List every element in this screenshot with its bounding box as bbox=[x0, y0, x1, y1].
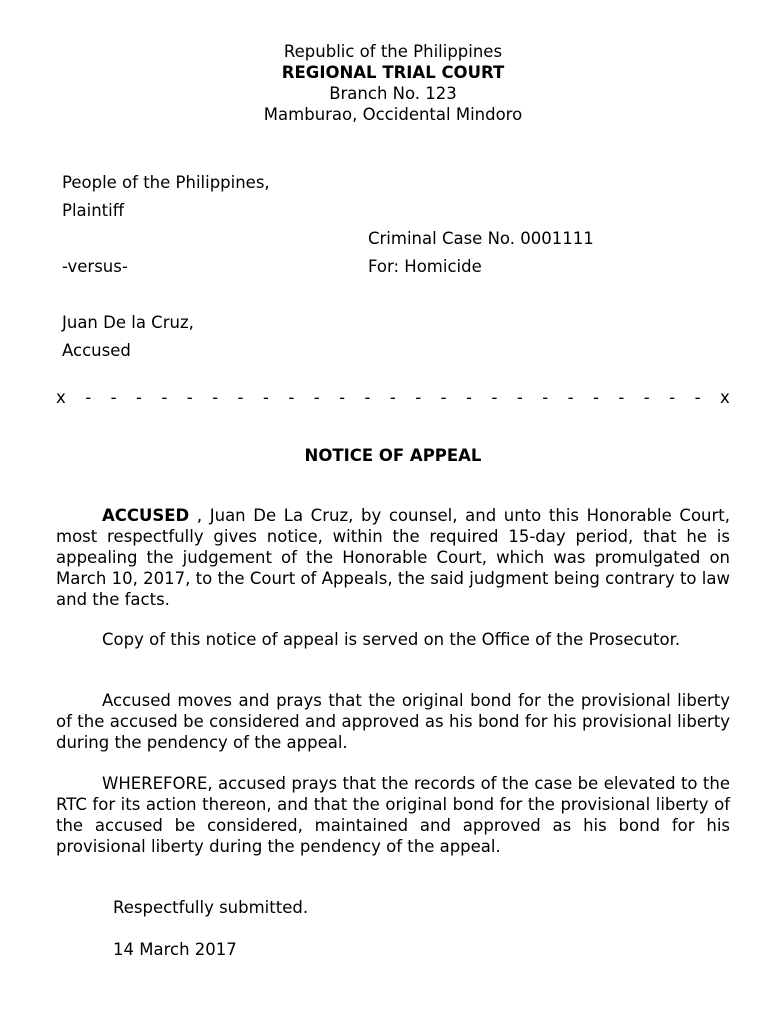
closing-submitted: Respectfully submitted. bbox=[113, 898, 309, 917]
paragraph-accused bbox=[56, 505, 730, 610]
divider-dash: - bbox=[85, 388, 92, 407]
divider-end-mark: x bbox=[719, 388, 730, 407]
paragraph-wherefore-text: WHEREFORE, accused prays that the records of the case be elevated to the RTC for its action thereon, and that the original bond for the provisional liberty of the accused be considered, maintained and approved as his bond for his provisional liberty during the pendency of the appeal. bbox=[56, 774, 730, 856]
divider-dash: - bbox=[593, 388, 599, 407]
case-number: Criminal Case No. 0001111 bbox=[368, 229, 594, 248]
header-branch: Branch No. 123 bbox=[329, 84, 457, 103]
divider-dash: - bbox=[466, 388, 473, 407]
paragraph-bond bbox=[56, 690, 730, 753]
accused-role: Accused bbox=[62, 341, 131, 360]
accused-name: Juan De la Cruz, bbox=[62, 313, 194, 332]
divider-dash: - bbox=[694, 388, 701, 407]
divider-dash: - bbox=[288, 388, 295, 407]
caption-divider bbox=[56, 388, 730, 407]
divider-dash: - bbox=[135, 388, 142, 407]
divider-dash: - bbox=[364, 388, 371, 407]
divider-dash: - bbox=[669, 388, 676, 407]
divider-dash: - bbox=[415, 388, 422, 407]
divider-dash: - bbox=[237, 388, 244, 407]
closing-date: 14 March 2017 bbox=[113, 940, 237, 959]
divider-dash: - bbox=[542, 388, 549, 407]
versus-label: -versus- bbox=[62, 257, 128, 276]
accused-lead: ACCUSED bbox=[102, 506, 190, 525]
header-republic: Republic of the Philippines bbox=[283, 42, 503, 61]
divider-dash: - bbox=[567, 388, 574, 407]
divider-dash: - bbox=[618, 388, 625, 407]
divider-dash: - bbox=[516, 388, 523, 407]
divider-dash: - bbox=[186, 388, 193, 407]
document-title: NOTICE OF APPEAL bbox=[304, 446, 482, 465]
divider-dash: - bbox=[339, 388, 346, 407]
divider-start-mark: x bbox=[56, 388, 66, 407]
paragraph-accused-text: , Juan De La Cruz, by counsel, and unto this Honorable Court, most respectfully gives notice, within the required 15-day period, that he is appealing the judgement of the Honorable Court, which was promulgated on March 10, 2017, to the Court of Appeals, the said judgment being contrary to law and the facts. bbox=[56, 506, 730, 609]
divider-dash: - bbox=[161, 388, 168, 407]
divider-dash: - bbox=[440, 388, 447, 407]
plaintiff-role: Plaintiff bbox=[62, 201, 125, 220]
paragraph-bond-text: Accused moves and prays that the original bond for the provisional liberty of the accused be considered and approved as his bond for his provisional liberty during the pendency of the appeal. bbox=[56, 691, 730, 752]
divider-dash: - bbox=[212, 388, 219, 407]
paragraph-copy-text: Copy of this notice of appeal is served on the Office of the Prosecutor. bbox=[102, 630, 681, 649]
divider-dash: - bbox=[262, 388, 269, 407]
divider-dash: - bbox=[491, 388, 498, 407]
header-court: REGIONAL TRIAL COURT bbox=[281, 63, 505, 82]
paragraph-wherefore bbox=[56, 773, 730, 857]
divider-dash: - bbox=[643, 388, 650, 407]
divider-dash: - bbox=[313, 388, 320, 407]
court-header bbox=[0, 41, 768, 125]
divider-dash: - bbox=[110, 388, 117, 407]
paragraph-copy bbox=[56, 629, 730, 650]
plaintiff-name: People of the Philippines, bbox=[62, 173, 270, 192]
divider-dash: - bbox=[389, 388, 396, 407]
header-location: Mamburao, Occidental Mindoro bbox=[263, 105, 523, 124]
charge-label: For: Homicide bbox=[368, 257, 482, 276]
